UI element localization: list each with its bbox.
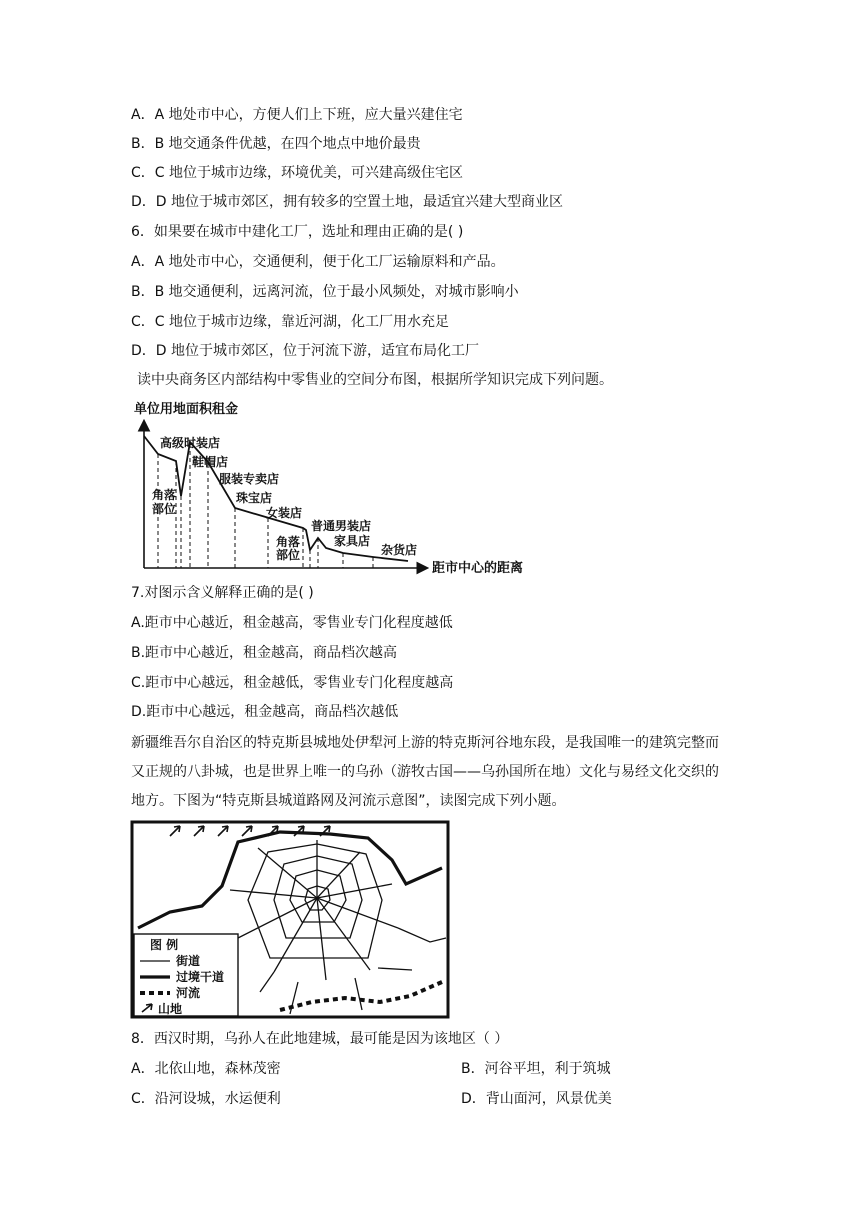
chart-label-mens: 普通男装店 xyxy=(311,519,372,533)
chart-label-jewelry: 珠宝店 xyxy=(236,491,273,505)
map-intro: 新疆维吾尔自治区的特克斯县城地处伊犁河上游的特克斯河谷地东段，是我国唯一的建筑完整而又正规的八卦城，也是世界上唯一的乌孙（游牧古国——乌孙国所在地）文化与易经文化交织的地方。下图为“特克斯县城道路网及河流示意图”，读图完成下列小题。 xyxy=(131,735,719,809)
chart-label-shoes-hats: 鞋帽店 xyxy=(192,455,229,469)
chart-corner-label-2a: 角落 xyxy=(276,535,301,549)
q7-option-c: C.距市中心越远，租金越低，零售业专门化程度越高 xyxy=(131,675,454,691)
q6-option-b: B．B 地交通便利，远离河流，位于最小风频处，对城市影响小 xyxy=(131,284,519,300)
rent-distance-chart xyxy=(128,396,528,578)
q6-option-d: D．D 地位于城市郊区，位于河流下游，适宜布局化工厂 xyxy=(131,343,480,359)
chart-intro: 读中央商务区内部结构中零售业的空间分布图，根据所学知识完成下列问题。 xyxy=(137,372,613,388)
legend-title: 图 例 xyxy=(150,938,179,952)
q5-option-a: A．A 地处市中心，方便人们上下班，应大量兴建住宅 xyxy=(131,107,463,123)
q7-option-a: A.距市中心越近，租金越高，零售业专门化程度越低 xyxy=(131,615,453,631)
q5-option-c: C．C 地位于城市边缘，环境优美，可兴建高级住宅区 xyxy=(131,165,463,181)
q8-stem: 8．西汉时期，乌孙人在此地建城，最可能是因为该地区（ ） xyxy=(131,1031,509,1047)
q6-option-a: A．A 地处市中心，交通便利，便于化工厂运输原料和产品。 xyxy=(131,254,505,270)
chart-label-grocery: 杂货店 xyxy=(381,543,418,557)
q8-option-c: C．沿河设城，水运便利 xyxy=(131,1091,281,1107)
chart-corner-label-2b: 部位 xyxy=(276,548,301,562)
legend-river-label: 河流 xyxy=(176,986,201,1000)
chart-label-furniture: 家具店 xyxy=(334,534,371,548)
legend-trunk-label: 过境干道 xyxy=(176,970,225,984)
legend-mountain-label: 山地 xyxy=(158,1002,183,1016)
q5-option-b: B．B 地交通条件优越，在四个地点中地价最贵 xyxy=(131,136,421,152)
tekes-road-map xyxy=(130,820,455,1020)
q8-option-d: D．背山面河，风景优美 xyxy=(461,1091,612,1107)
q6-option-c: C．C 地位于城市边缘，靠近河湖，化工厂用水充足 xyxy=(131,314,449,330)
chart-label-clothing-store: 服装专卖店 xyxy=(219,472,280,486)
q6-stem: 6．如果要在城市中建化工厂，选址和理由正确的是( ) xyxy=(131,224,464,240)
q7-option-d: D.距市中心越远，租金越高，商品档次越低 xyxy=(131,704,399,720)
q7-stem: 7.对图示含义解释正确的是( ) xyxy=(131,585,314,601)
q5-option-d: D．D 地位于城市郊区，拥有较多的空置土地，最适宜兴建大型商业区 xyxy=(131,194,564,210)
q7-option-b: B.距市中心越近，租金越高，商品档次越高 xyxy=(131,645,398,661)
chart-xlabel: 距市中心的距离 xyxy=(432,561,524,576)
chart-corner-label-1b: 部位 xyxy=(152,502,177,516)
chart-ylabel: 单位用地面积租金 xyxy=(134,402,239,417)
q8-option-b: B．河谷平坦，利于筑城 xyxy=(461,1061,611,1077)
chart-label-womens: 女装店 xyxy=(266,506,303,520)
chart-label-high-fashion: 高级时装店 xyxy=(160,436,221,450)
legend-street-label: 街道 xyxy=(176,954,201,968)
q8-option-a: A．北依山地，森林茂密 xyxy=(131,1061,281,1077)
chart-corner-label-1a: 角落 xyxy=(152,488,177,502)
